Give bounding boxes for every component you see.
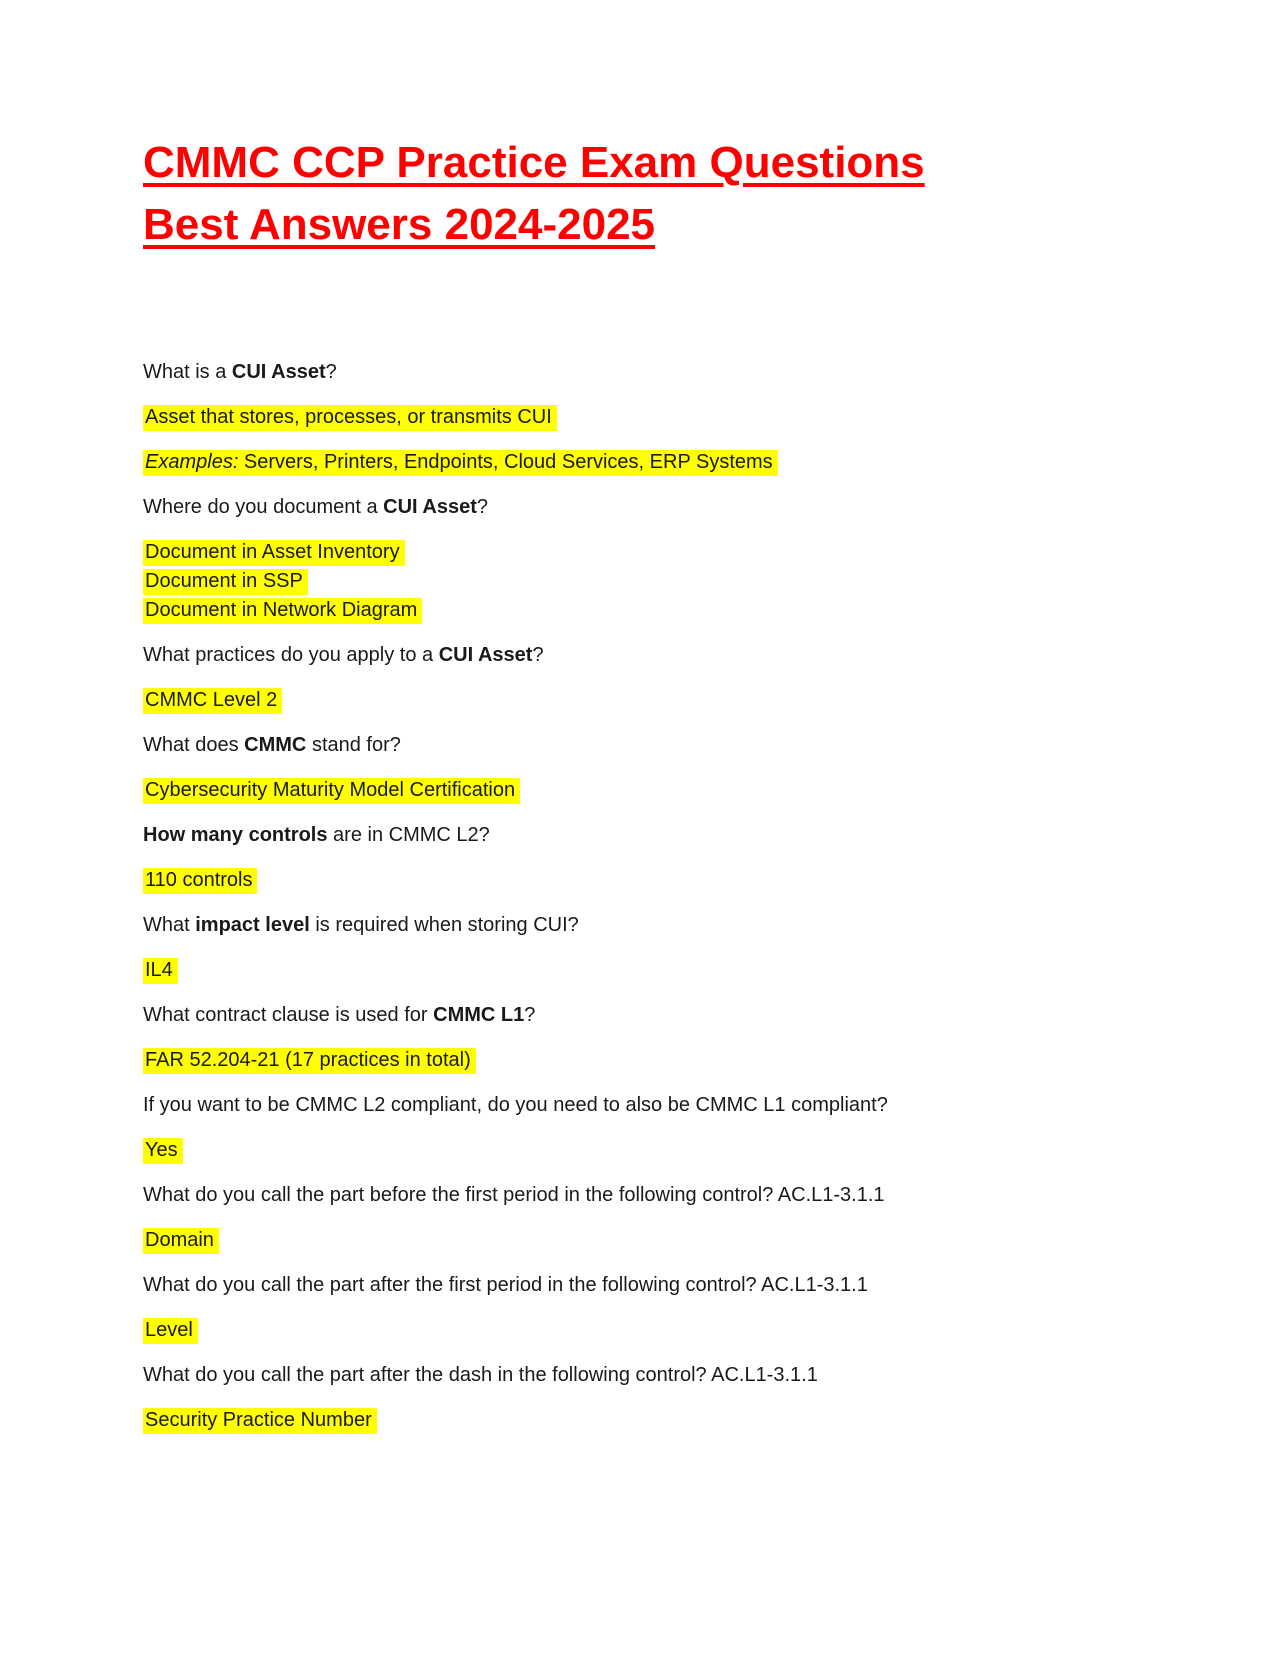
highlighted-answer	[143, 569, 308, 595]
highlighted-answer	[143, 868, 257, 894]
answer-text	[143, 1316, 1160, 1345]
text-segment: CUI Asset	[383, 496, 477, 518]
text-segment: What do you call the part before the first period in the following control? AC.L1-3.1.1	[143, 1184, 885, 1206]
text-segment: CUI Asset	[438, 644, 533, 666]
text-segment: is required when storing CUI?	[309, 914, 579, 936]
text-segment: stand for?	[306, 734, 401, 756]
text-segment: What does	[143, 734, 245, 756]
question-text	[143, 1001, 1160, 1030]
text-segment: Yes	[145, 1139, 178, 1161]
text-segment: What do you call the part after the first period in the following control? AC.L1-3.1.1	[143, 1274, 868, 1296]
answer-text	[143, 686, 1160, 715]
text-segment: Document in Asset Inventory	[145, 541, 400, 563]
text-segment: Domain	[145, 1229, 214, 1251]
question-text	[143, 641, 1160, 670]
text-segment: Security Practice Number	[145, 1409, 372, 1431]
question-text	[143, 493, 1160, 522]
text-segment: What contract clause is used for	[143, 1004, 434, 1026]
question-text	[143, 731, 1160, 760]
highlighted-answer	[143, 1318, 198, 1344]
answer-text	[143, 776, 1160, 805]
text-segment: What is a	[143, 361, 232, 383]
document-title-line-1: CMMC CCP Practice Exam Questions	[143, 138, 925, 187]
text-segment: How many controls	[143, 824, 328, 846]
text-segment: 110 controls	[145, 869, 253, 891]
document-title	[143, 132, 1160, 256]
highlighted-answer	[143, 450, 778, 476]
text-segment: Servers, Printers, Endpoints, Cloud Services, ERP Systems	[238, 451, 773, 473]
document-body	[143, 358, 1160, 1435]
question-text	[143, 1091, 1160, 1120]
answer-text	[143, 1406, 1160, 1435]
text-segment: IL4	[145, 959, 173, 981]
highlighted-answer	[143, 540, 405, 566]
highlighted-answer	[143, 1408, 377, 1434]
highlighted-answer	[143, 405, 557, 431]
text-segment: Asset that stores, processes, or transmits CUI	[145, 406, 552, 428]
highlighted-answer	[143, 958, 178, 984]
text-segment: are in CMMC L2?	[327, 824, 490, 846]
text-segment: Examples:	[145, 451, 239, 473]
question-text	[143, 1271, 1160, 1300]
text-segment: FAR 52.204-21 (17 practices in total)	[145, 1049, 471, 1071]
text-segment: CUI Asset	[231, 361, 326, 383]
question-text	[143, 1361, 1160, 1390]
highlighted-answer	[143, 1138, 183, 1164]
question-text	[143, 358, 1160, 387]
highlighted-answer	[143, 598, 422, 624]
answer-text	[143, 866, 1160, 895]
answer-text	[143, 1046, 1160, 1075]
text-segment: Level	[145, 1319, 193, 1341]
text-segment: Cybersecurity Maturity Model Certification	[145, 779, 516, 801]
question-text	[143, 821, 1160, 850]
text-segment: ?	[476, 496, 488, 518]
answer-text	[143, 538, 1160, 625]
text-segment: CMMC	[244, 734, 307, 756]
text-segment: impact level	[195, 914, 310, 936]
highlighted-answer	[143, 778, 520, 804]
answer-text	[143, 1226, 1160, 1255]
highlighted-answer	[143, 1228, 219, 1254]
text-segment: What do you call the part after the dash in the following control? AC.L1-3.1.1	[143, 1364, 818, 1386]
text-segment: ?	[325, 361, 337, 383]
highlighted-answer	[143, 1048, 476, 1074]
text-segment: ?	[532, 644, 544, 666]
highlighted-answer	[143, 688, 282, 714]
text-segment: What	[143, 914, 196, 936]
question-text	[143, 911, 1160, 940]
text-segment: What practices do you apply to a	[143, 644, 439, 666]
document-title-line-2: Best Answers 2024-2025	[143, 200, 656, 249]
answer-text	[143, 403, 1160, 432]
text-segment: Where do you document a	[143, 496, 384, 518]
text-segment: Document in SSP	[145, 570, 303, 592]
question-text	[143, 1181, 1160, 1210]
text-segment: ?	[524, 1004, 536, 1026]
answer-text	[143, 448, 1160, 477]
text-segment: CMMC Level 2	[145, 689, 278, 711]
text-segment: If you want to be CMMC L2 compliant, do you need to also be CMMC L1 compliant?	[143, 1094, 888, 1116]
answer-text	[143, 1136, 1160, 1165]
answer-text	[143, 956, 1160, 985]
text-segment: Document in Network Diagram	[145, 599, 418, 621]
text-segment: CMMC L1	[433, 1004, 525, 1026]
